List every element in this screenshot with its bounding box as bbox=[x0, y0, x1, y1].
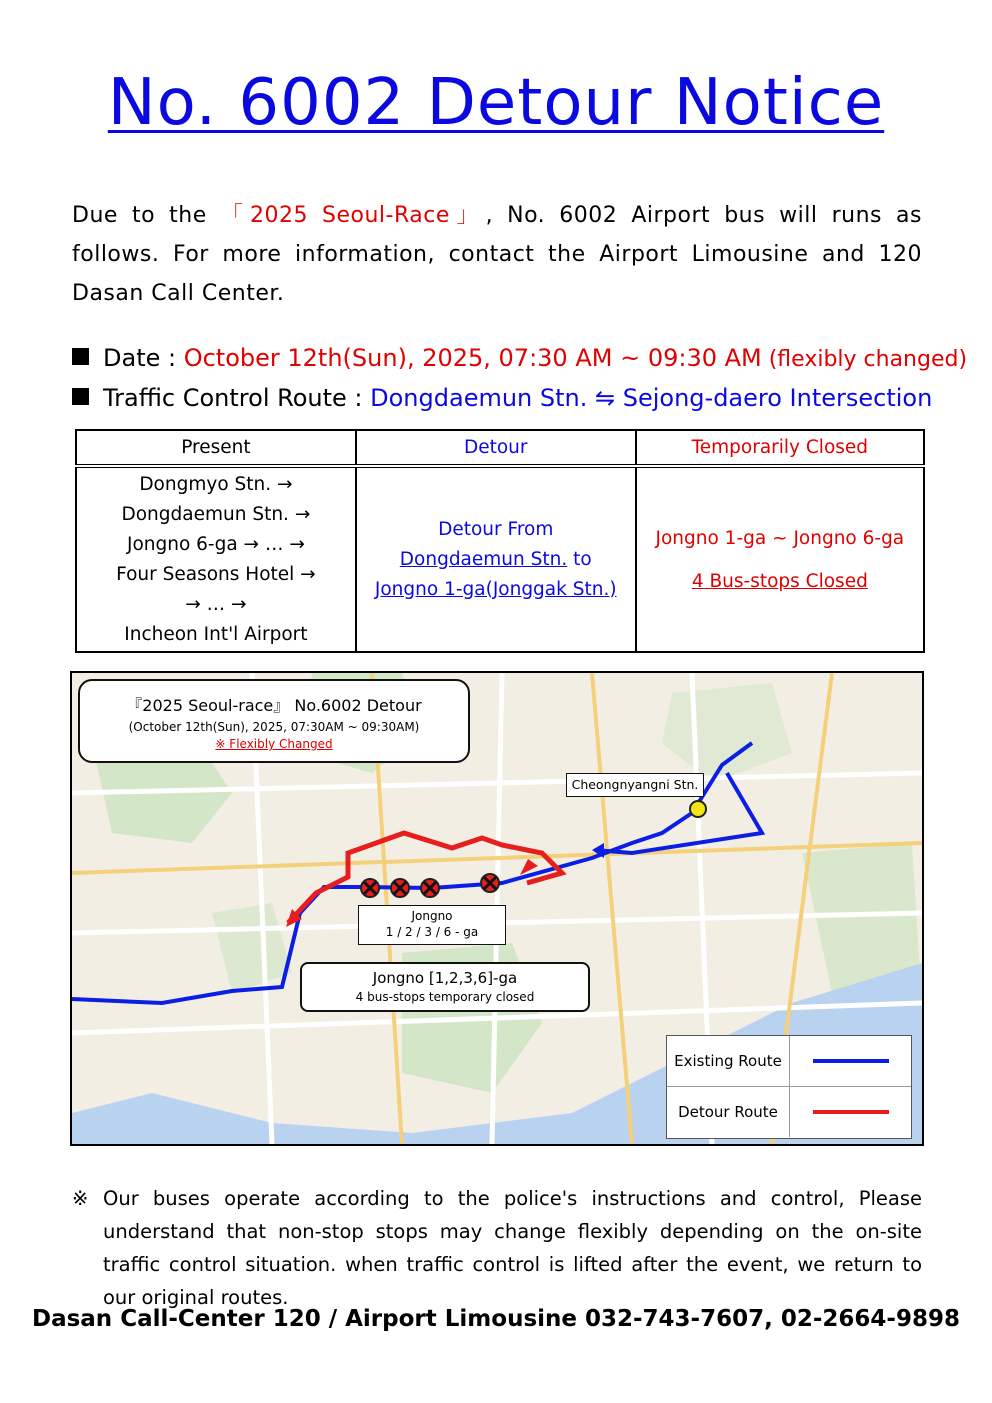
intro-paragraph bbox=[72, 196, 922, 313]
map-header-date: (October 12th(Sun), 2025, 07:30AM ~ 09:30AM) bbox=[128, 720, 420, 734]
present-line: Dongdaemun Stn. → bbox=[121, 503, 311, 525]
jongno-label bbox=[358, 905, 506, 945]
route-table bbox=[75, 429, 925, 653]
present-line: → … → bbox=[185, 593, 247, 615]
map-legend bbox=[666, 1035, 912, 1139]
station-dot-icon bbox=[690, 801, 706, 817]
footnote bbox=[72, 1182, 922, 1314]
header-present: Present bbox=[76, 430, 356, 466]
date-line bbox=[72, 344, 968, 372]
closed-cell bbox=[636, 466, 924, 652]
legend-existing-line bbox=[813, 1059, 889, 1063]
map-header-note: ※ Flexibly Changed bbox=[215, 737, 333, 751]
map-header-box bbox=[78, 679, 470, 763]
intro-part1: Due to the bbox=[72, 203, 221, 228]
footnote-mark: ※ bbox=[72, 1187, 89, 1210]
event-name: 「2025 Seoul-Race」 bbox=[220, 203, 486, 228]
closed-line1: Jongno 1-ga ~ Jongno 6-ga bbox=[655, 527, 905, 549]
station-label: Cheongnyangni Stn. bbox=[566, 773, 704, 797]
intro-part2: , No. 6002 Airport bus will runs as follows. For more information, contact the Airport Limousine and 120 Dasan Call Center. bbox=[72, 203, 923, 306]
date-note: (flexibly changed) bbox=[761, 347, 968, 372]
bullet-square-icon bbox=[72, 388, 89, 405]
detour-to-link: Jongno 1-ga(Jonggak Stn.) bbox=[374, 578, 617, 600]
table-header-row bbox=[76, 430, 924, 466]
table-row bbox=[76, 466, 924, 652]
legend-row-detour bbox=[667, 1087, 911, 1137]
present-line: Jongno 6-ga → … → bbox=[126, 533, 305, 555]
present-line: Four Seasons Hotel → bbox=[116, 563, 316, 585]
detour-line1: Detour From bbox=[438, 518, 554, 540]
map-header-title: 『2025 Seoul-race』 No.6002 Detour bbox=[126, 696, 422, 715]
closed-box-line2: 4 bus-stops temporary closed bbox=[355, 990, 535, 1004]
bullet-square-icon bbox=[72, 348, 89, 365]
date-value: October 12th(Sun), 2025, 07:30 AM ~ 09:30 AM bbox=[183, 344, 762, 372]
route-map bbox=[70, 671, 924, 1146]
date-label: Date : bbox=[103, 344, 184, 372]
detour-cell bbox=[356, 466, 636, 652]
contact-info: Dasan Call-Center 120 / Airport Limousine 032-743-7607, 02-2664-9898 bbox=[31, 1306, 960, 1332]
jongno-label-line2: 1 / 2 / 3 / 6 - ga bbox=[385, 925, 479, 939]
footnote-text: Our buses operate according to the police's instructions and control, Please understand that non-stop stops may change flexibly depending on the on-site traffic control situation. when traffic control is lifted after the event, we return to our original routes. bbox=[103, 1187, 922, 1309]
jongno-label-line1: Jongno bbox=[411, 909, 453, 923]
header-detour: Detour bbox=[356, 430, 636, 466]
closed-stops-box bbox=[300, 962, 590, 1012]
legend-detour-label: Detour Route bbox=[667, 1087, 790, 1137]
legend-detour-line bbox=[813, 1110, 889, 1114]
detour-from-link: Dongdaemun Stn. bbox=[399, 548, 568, 570]
closed-line2: 4 Bus-stops Closed bbox=[691, 570, 868, 592]
present-line: Incheon Int'l Airport bbox=[124, 623, 308, 645]
traffic-label: Traffic Control Route : bbox=[103, 384, 371, 412]
legend-existing-label: Existing Route bbox=[667, 1036, 790, 1086]
present-line: Dongmyo Stn. → bbox=[139, 473, 293, 495]
page-title: No. 6002 Detour Notice bbox=[107, 66, 885, 140]
header-closed: Temporarily Closed bbox=[636, 430, 924, 466]
traffic-value: Dongdaemun Stn. ⇋ Sejong-daero Intersection bbox=[370, 384, 933, 412]
closed-box-line1: Jongno [1,2,3,6]-ga bbox=[372, 969, 518, 987]
traffic-control-line bbox=[72, 384, 932, 412]
present-route-cell bbox=[76, 466, 356, 652]
detour-to: to bbox=[567, 548, 592, 570]
legend-row-existing bbox=[667, 1036, 911, 1087]
